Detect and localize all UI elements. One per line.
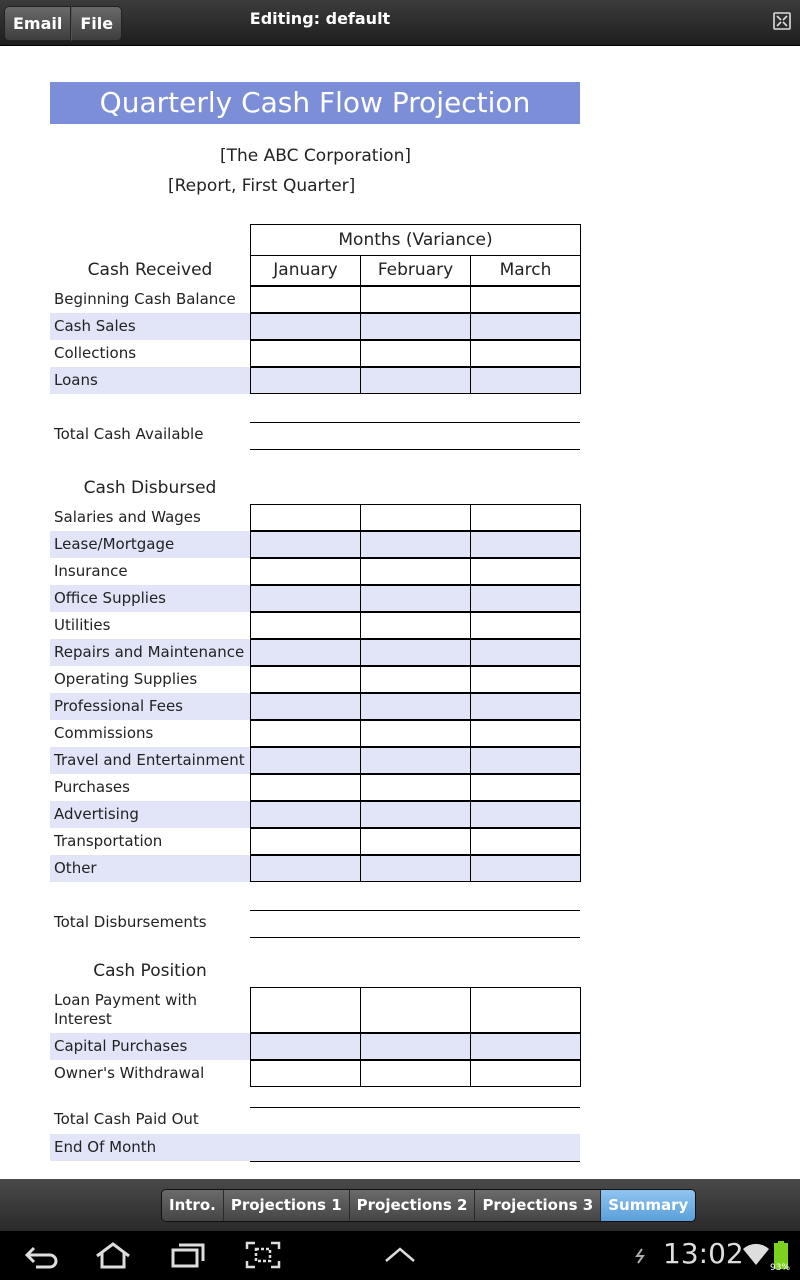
menu-up-icon[interactable] bbox=[380, 1239, 420, 1271]
sheet-tabs bbox=[161, 1189, 696, 1222]
company-name[interactable]: [The ABC Corporation] bbox=[220, 146, 411, 166]
row-label: Travel and Entertainment bbox=[50, 747, 250, 774]
cell-january[interactable] bbox=[250, 340, 361, 367]
cell-february[interactable] bbox=[360, 504, 471, 531]
total-cash-paid-out-label: Total Cash Paid Out bbox=[54, 1110, 199, 1128]
row-label: Purchases bbox=[54, 778, 130, 796]
cell-january[interactable] bbox=[250, 693, 361, 720]
total-line bbox=[250, 422, 580, 423]
cell-january[interactable] bbox=[250, 774, 361, 801]
table-row bbox=[50, 504, 581, 531]
table-row bbox=[50, 774, 581, 801]
cell-january[interactable] bbox=[250, 313, 361, 340]
tab-projections-2[interactable]: Projections 2 bbox=[349, 1190, 475, 1221]
end-of-month-row bbox=[50, 1134, 580, 1161]
fullscreen-icon[interactable] bbox=[773, 12, 791, 30]
row-label: Collections bbox=[54, 344, 137, 362]
home-icon[interactable] bbox=[93, 1239, 133, 1271]
table-row bbox=[50, 1033, 581, 1060]
cell-february[interactable] bbox=[360, 720, 471, 747]
row-label: Lease/Mortgage bbox=[50, 531, 250, 558]
table-row bbox=[50, 720, 581, 747]
cell-january[interactable] bbox=[250, 666, 361, 693]
row-label: Office Supplies bbox=[50, 585, 250, 612]
tab-projections-1[interactable]: Projections 1 bbox=[223, 1190, 349, 1221]
cell-february[interactable] bbox=[360, 666, 471, 693]
cell-february[interactable] bbox=[360, 774, 471, 801]
cell-february[interactable] bbox=[360, 531, 471, 558]
table-row bbox=[50, 639, 581, 666]
table-row bbox=[50, 531, 581, 558]
total-line bbox=[250, 1161, 580, 1162]
row-label: Owner's Withdrawal bbox=[54, 1064, 205, 1082]
cell-january[interactable] bbox=[250, 987, 361, 1033]
total-line bbox=[250, 910, 580, 911]
top-toolbar bbox=[0, 0, 800, 46]
cell-january[interactable] bbox=[250, 801, 361, 828]
row-label: Advertising bbox=[50, 801, 250, 828]
tab-projections-3[interactable]: Projections 3 bbox=[474, 1190, 600, 1221]
email-button[interactable]: Email bbox=[4, 6, 71, 41]
cell-january[interactable] bbox=[250, 720, 361, 747]
row-label: Transportation bbox=[54, 832, 163, 850]
cell-february[interactable] bbox=[360, 987, 471, 1033]
file-button[interactable]: File bbox=[71, 6, 122, 41]
cell-march[interactable] bbox=[470, 801, 581, 828]
cell-march[interactable] bbox=[470, 558, 581, 585]
table-row bbox=[50, 367, 581, 394]
usb-debug-icon bbox=[633, 1247, 647, 1265]
row-label: Commissions bbox=[54, 724, 154, 742]
month-header-february: February bbox=[360, 255, 471, 286]
row-label: Professional Fees bbox=[50, 693, 250, 720]
report-name[interactable]: [Report, First Quarter] bbox=[168, 176, 356, 196]
sheet-tab-bar bbox=[0, 1179, 800, 1231]
cell-january[interactable] bbox=[250, 504, 361, 531]
editing-title: Editing: default bbox=[249, 9, 391, 28]
cell-january[interactable] bbox=[250, 639, 361, 666]
document-title: Quarterly Cash Flow Projection bbox=[50, 82, 580, 124]
cell-february[interactable] bbox=[360, 1060, 471, 1087]
status-clock: 13:02 bbox=[663, 1237, 744, 1270]
cell-february[interactable] bbox=[360, 693, 471, 720]
table-row bbox=[50, 585, 581, 612]
cell-february[interactable] bbox=[360, 585, 471, 612]
section-cash-received: Cash Received bbox=[87, 260, 213, 280]
month-header-january: January bbox=[250, 255, 361, 286]
total-line bbox=[250, 449, 580, 450]
row-label: Salaries and Wages bbox=[54, 508, 201, 526]
cell-january[interactable] bbox=[250, 612, 361, 639]
cell-february[interactable] bbox=[360, 340, 471, 367]
battery-level: 93% bbox=[770, 1263, 791, 1273]
month-header-march: March bbox=[470, 255, 581, 286]
tab-summary[interactable]: Summary bbox=[600, 1190, 695, 1221]
cell-january[interactable] bbox=[250, 1060, 361, 1087]
recent-apps-icon[interactable] bbox=[168, 1239, 208, 1271]
cell-march[interactable] bbox=[470, 612, 581, 639]
cell-january[interactable] bbox=[250, 558, 361, 585]
table-row bbox=[50, 828, 581, 855]
row-label: Cash Sales bbox=[50, 313, 250, 340]
table-row bbox=[50, 313, 581, 340]
screenshot-icon[interactable] bbox=[243, 1239, 283, 1271]
table-row bbox=[50, 855, 581, 882]
cell-march[interactable] bbox=[470, 693, 581, 720]
table-row bbox=[50, 558, 581, 585]
table-row bbox=[50, 987, 581, 1033]
table-row bbox=[50, 612, 581, 639]
cell-february[interactable] bbox=[360, 286, 471, 313]
cell-february[interactable] bbox=[360, 801, 471, 828]
cell-march[interactable] bbox=[470, 504, 581, 531]
row-label: Utilities bbox=[54, 616, 111, 634]
table-row bbox=[50, 693, 581, 720]
cell-march[interactable] bbox=[470, 855, 581, 882]
cell-march[interactable] bbox=[470, 367, 581, 394]
cell-january[interactable] bbox=[250, 531, 361, 558]
cell-february[interactable] bbox=[360, 855, 471, 882]
cell-february[interactable] bbox=[360, 367, 471, 394]
table-row bbox=[50, 340, 581, 367]
table-row bbox=[50, 286, 581, 313]
cell-march[interactable] bbox=[470, 1033, 581, 1060]
tab-intro[interactable]: Intro. bbox=[162, 1190, 223, 1221]
cell-january[interactable] bbox=[250, 1033, 361, 1060]
cell-january[interactable] bbox=[250, 367, 361, 394]
cell-january[interactable] bbox=[250, 855, 361, 882]
system-navigation-bar bbox=[0, 1231, 800, 1280]
cell-february[interactable] bbox=[360, 612, 471, 639]
table-row bbox=[50, 1060, 581, 1087]
cell-february[interactable] bbox=[360, 558, 471, 585]
table-row bbox=[50, 666, 581, 693]
cell-march[interactable] bbox=[470, 774, 581, 801]
cell-march[interactable] bbox=[470, 639, 581, 666]
row-label: Loans bbox=[50, 367, 250, 394]
document-area bbox=[0, 47, 800, 1179]
total-disbursements-label: Total Disbursements bbox=[54, 913, 207, 931]
cell-march[interactable] bbox=[470, 313, 581, 340]
table-row bbox=[50, 801, 581, 828]
table-row bbox=[50, 747, 581, 774]
months-header: Months (Variance) bbox=[250, 224, 581, 256]
total-cash-available-label: Total Cash Available bbox=[54, 425, 204, 443]
cell-january[interactable] bbox=[250, 828, 361, 855]
total-line bbox=[250, 1107, 580, 1108]
cell-march[interactable] bbox=[470, 747, 581, 774]
cell-march[interactable] bbox=[470, 585, 581, 612]
cell-february[interactable] bbox=[360, 747, 471, 774]
row-label: Repairs and Maintenance bbox=[50, 639, 250, 666]
section-cash-position: Cash Position bbox=[93, 961, 207, 981]
row-label: Capital Purchases bbox=[50, 1033, 250, 1060]
wifi-icon bbox=[743, 1241, 769, 1267]
cell-march[interactable] bbox=[470, 286, 581, 313]
section-cash-disbursed: Cash Disbursed bbox=[83, 478, 217, 498]
cell-february[interactable] bbox=[360, 1033, 471, 1060]
cell-march[interactable] bbox=[470, 531, 581, 558]
cell-march[interactable] bbox=[470, 666, 581, 693]
cell-february[interactable] bbox=[360, 313, 471, 340]
cell-january[interactable] bbox=[250, 286, 361, 313]
cell-january[interactable] bbox=[250, 747, 361, 774]
row-label: Insurance bbox=[54, 562, 128, 580]
cell-march[interactable] bbox=[470, 828, 581, 855]
cell-march[interactable] bbox=[470, 720, 581, 747]
row-label: Beginning Cash Balance bbox=[54, 290, 236, 308]
row-label: Loan Payment with Interest bbox=[54, 991, 197, 1028]
end-of-month-label: End Of Month bbox=[54, 1138, 157, 1156]
row-label: Operating Supplies bbox=[54, 670, 198, 688]
cell-january[interactable] bbox=[250, 585, 361, 612]
cell-february[interactable] bbox=[360, 639, 471, 666]
row-label: Other bbox=[50, 855, 250, 882]
cell-march[interactable] bbox=[470, 1060, 581, 1087]
back-icon[interactable] bbox=[20, 1239, 60, 1271]
cell-march[interactable] bbox=[470, 340, 581, 367]
cell-march[interactable] bbox=[470, 987, 581, 1033]
total-line bbox=[250, 937, 580, 938]
cell-february[interactable] bbox=[360, 828, 471, 855]
